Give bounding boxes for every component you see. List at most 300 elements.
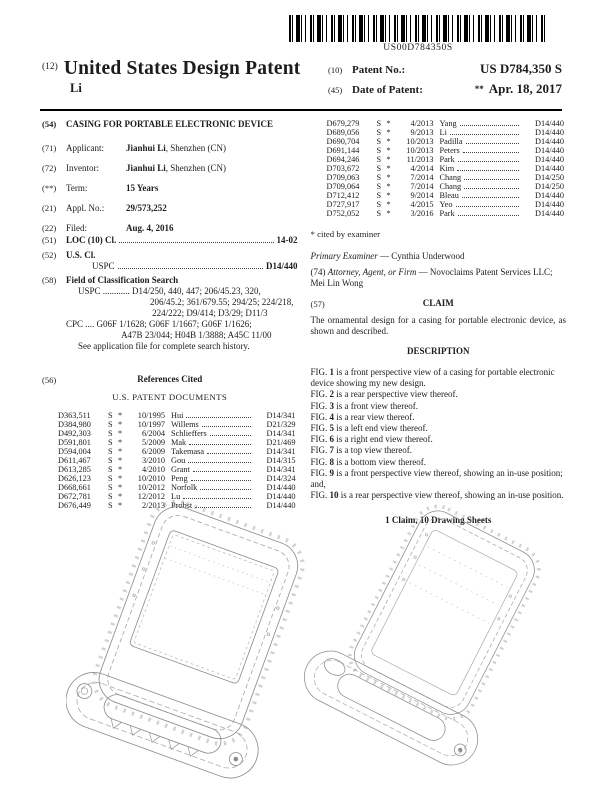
references-cited-heading [42, 374, 298, 385]
ref-kind-code: S [108, 492, 113, 501]
patent-number-row [328, 62, 562, 77]
ref-patent-number: D709,063 [326, 173, 360, 182]
fig-description-text: is a front perspective view of a casing for portable electronic device showing my new design. [310, 367, 555, 389]
ref-name-cell [171, 447, 254, 456]
ref-patent-number: D689,056 [326, 128, 360, 137]
cited-by-examiner-note: * cited by examiner [310, 229, 381, 239]
ref-examiner-star: * [118, 429, 123, 438]
ref-classification: D14/440 [266, 483, 296, 492]
ref-kind-code: S [376, 209, 382, 218]
ref-examiner-star: * [386, 182, 391, 191]
fig-prefix: FIG. [310, 445, 328, 456]
uscl-field-code: (52) [42, 250, 57, 260]
reference-row [327, 182, 565, 191]
ref-classification: D14/440 [534, 164, 564, 173]
dot-leader [458, 215, 519, 216]
ref-inventor-name: Mak [171, 438, 187, 447]
figure-description-line [311, 457, 567, 468]
attorney-field-code: (74) [310, 267, 326, 277]
ref-date: 4/2010 [141, 465, 165, 474]
ref-classification: D14/250 [534, 182, 564, 191]
us-class-block [66, 250, 298, 272]
ref-name-cell [171, 456, 254, 465]
fos-cpc-line-2: A47B 23/044; H04B 1/3888; A45C 11/00 [121, 330, 272, 340]
dot-leader [466, 143, 519, 144]
ref-kind-code: S [376, 182, 382, 191]
examiner-separator: — [380, 251, 389, 261]
ref-inventor-name: Takemasa [171, 447, 205, 456]
ref-date: 4/2013 [410, 119, 434, 128]
rear-perspective-figure [302, 496, 552, 776]
reference-row [58, 456, 296, 465]
reference-row [327, 137, 565, 146]
filed-row [42, 223, 298, 234]
appl-field-code: (21) [42, 203, 57, 213]
ref-date: 10/1997 [137, 420, 165, 429]
figure-description-line [311, 401, 567, 412]
dot-leader [118, 268, 263, 269]
ref-classification: D14/440 [534, 137, 564, 146]
ref-patent-number: D591,801 [58, 438, 91, 447]
dot-leader [450, 134, 519, 135]
ref-patent-number: D613,285 [58, 465, 91, 474]
ref-inventor-name: Peng [171, 474, 188, 483]
ref-patent-number: D384,980 [58, 420, 91, 429]
references-list-right [311, 119, 567, 218]
ref-examiner-star: * [386, 191, 391, 200]
figure-description-line [311, 412, 567, 423]
ref-classification: D21/329 [266, 420, 296, 429]
ref-kind-code: S [108, 483, 113, 492]
title-field-code: (54) [42, 119, 57, 129]
ref-date: 3/2010 [141, 456, 165, 465]
ref-inventor-name: Yang [439, 119, 457, 128]
ref-examiner-star: * [118, 501, 123, 510]
ref-name-cell [440, 164, 523, 173]
ref-patent-number: D691,144 [326, 146, 360, 155]
patent-date-value [475, 82, 562, 96]
dot-leader [460, 125, 519, 126]
ref-inventor-name: Bleau [439, 191, 459, 200]
primary-examiner-label: Primary Examiner [310, 251, 378, 261]
ref-patent-number: D668,661 [58, 483, 91, 492]
ref-classification: D14/440 [534, 209, 564, 218]
ref-examiner-star: * [386, 128, 391, 137]
figure-description-line [311, 434, 567, 445]
ref-kind-code: S [108, 411, 113, 420]
reference-row [58, 438, 296, 447]
dot-leader [210, 435, 251, 436]
ref-inventor-name: Willems [171, 420, 199, 429]
ref-name-cell [440, 191, 523, 200]
patent-date-code: (45) [328, 85, 343, 95]
fos-uspc-line-1: USPC ............ D14/250, 440, 447; 206/45.23, 320, [78, 286, 261, 296]
figure-description-line [311, 367, 567, 389]
dot-leader [186, 417, 250, 418]
patent-date-row [328, 82, 562, 97]
ref-patent-number: D712,412 [326, 191, 360, 200]
ref-kind-code: S [376, 191, 382, 200]
ref-examiner-star: * [386, 209, 391, 218]
ref-inventor-name: Li [439, 128, 447, 137]
reference-row [327, 209, 565, 218]
dot-leader [464, 179, 519, 180]
patent-date-text: Apr. 18, 2017 [488, 81, 562, 96]
ref-name-cell [440, 200, 523, 209]
ref-classification: D14/440 [534, 146, 564, 155]
ref-name-cell [440, 146, 523, 155]
ref-kind-code: S [108, 429, 113, 438]
loc-class-row [42, 235, 298, 246]
ref-examiner-star: * [386, 155, 391, 164]
ref-patent-number: D709,064 [326, 182, 360, 191]
document-header [42, 58, 562, 102]
ref-inventor-name: Lu [171, 492, 181, 501]
fos-uspc-line-3: 224/222; D9/414; D3/29; D11/3 [152, 308, 268, 318]
invention-title-row [42, 119, 298, 130]
ref-kind-code: S [108, 447, 113, 456]
reference-row [327, 200, 565, 209]
fig-number: 10 [329, 490, 339, 501]
fig-prefix: FIG. [310, 411, 328, 422]
ref-patent-number: D626,123 [58, 474, 91, 483]
ref-examiner-star: * [118, 438, 123, 447]
references-cited-title: References Cited [137, 374, 203, 384]
dot-leader [193, 471, 251, 472]
inventor-field-code: (72) [42, 163, 57, 173]
fig-prefix: FIG. [310, 423, 328, 434]
ref-date: 4/2015 [410, 200, 434, 209]
ref-inventor-name: Schlieffers [171, 429, 207, 438]
reference-row [327, 128, 565, 137]
right-column [311, 119, 567, 526]
ref-inventor-name: Hui [171, 411, 184, 420]
fig-prefix: FIG. [310, 456, 328, 467]
fos-cpc-line-1: CPC .... G06F 1/1628; G06F 1/1667; G06F 1/1626; [66, 319, 252, 329]
ref-inventor-name: Park [439, 209, 455, 218]
inventor-value [126, 163, 298, 174]
uspc-label: USPC [92, 261, 115, 271]
appl-label: Appl. No.: [66, 203, 105, 213]
reference-row [327, 173, 565, 182]
ref-patent-number: D611,467 [58, 456, 91, 465]
ref-patent-number: D752,052 [326, 209, 360, 218]
fos-note: See application file for complete search history. [78, 341, 250, 351]
ref-name-cell [440, 173, 523, 182]
ref-patent-number: D363,511 [58, 411, 91, 420]
ref-patent-number: D690,704 [326, 137, 360, 146]
ref-kind-code: S [376, 155, 382, 164]
document-title: United States Design Patent [63, 58, 301, 79]
ref-name-cell [171, 411, 254, 420]
fig-description-text: is a front view thereof. [336, 400, 418, 411]
ref-kind-code: S [376, 164, 382, 173]
term-label: Term: [66, 183, 88, 193]
ref-kind-code: S [376, 137, 382, 146]
ref-date: 2/2013 [141, 501, 165, 510]
patent-number-label: Patent No.: [352, 64, 406, 76]
refs-field-code: (56) [42, 375, 57, 385]
reference-row [327, 155, 565, 164]
dot-leader [457, 170, 519, 171]
dot-leader [462, 197, 519, 198]
ref-patent-number: D594,004 [58, 447, 91, 456]
dot-leader [202, 426, 251, 427]
ref-classification: D14/341 [266, 429, 296, 438]
claim-field-code: (57) [310, 299, 325, 309]
reference-row [327, 146, 565, 155]
ref-date: 6/2004 [141, 429, 165, 438]
reference-row [327, 164, 565, 173]
barcode-number: US00D784350S [383, 43, 453, 53]
ref-examiner-star: * [118, 420, 123, 429]
dot-leader [189, 444, 250, 445]
ref-examiner-star: * [118, 474, 123, 483]
barcode-block [289, 15, 547, 53]
ref-inventor-name: Chang [439, 182, 462, 191]
ref-classification: D14/341 [266, 411, 296, 420]
ref-patent-number: D492,303 [58, 429, 91, 438]
ref-inventor-name: Yeo [439, 200, 453, 209]
ref-date: 10/2013 [406, 137, 434, 146]
reference-row [58, 411, 296, 420]
loc-class-line [66, 235, 298, 246]
ref-examiner-star: * [118, 456, 123, 465]
ref-patent-number: D679,279 [326, 119, 360, 128]
ref-kind-code: S [108, 420, 113, 429]
ref-name-cell [440, 209, 523, 218]
document-title-line [42, 58, 301, 80]
ref-examiner-star: * [118, 411, 123, 420]
fig-number: 1 [329, 367, 335, 377]
term-value: 15 Years [126, 183, 159, 193]
uspc-value: D14/440 [266, 261, 298, 271]
ref-kind-code: S [376, 119, 382, 128]
term-field-code: (**) [42, 183, 57, 193]
reference-row [58, 420, 296, 429]
ref-classification: D14/341 [266, 447, 296, 456]
ref-date: 3/2016 [410, 209, 434, 218]
fig-description-text: is a rear perspective view thereof, showing an in-use position. [340, 490, 564, 501]
ref-name-cell [171, 420, 254, 429]
figure-description-line [311, 423, 567, 434]
header-divider [40, 109, 562, 111]
header-left [42, 58, 301, 102]
ref-date: 12/2012 [137, 492, 165, 501]
inventor-name: Jianhui Li [126, 163, 166, 173]
ref-examiner-star: * [386, 164, 391, 173]
ref-kind-code: S [108, 501, 113, 510]
patent-date-label: Date of Patent: [352, 84, 423, 96]
ref-inventor-name: Park [439, 155, 455, 164]
ref-classification: D14/440 [266, 492, 296, 501]
ref-kind-code: S [108, 438, 113, 447]
ref-classification: D14/324 [266, 474, 296, 483]
figure-description-line [311, 445, 567, 456]
inventor-label: Inventor: [66, 163, 99, 173]
fos-field-code: (58) [42, 275, 57, 285]
ref-kind-code: S [108, 474, 113, 483]
fig-description-text: is a left end view thereof. [336, 423, 428, 434]
dot-leader [463, 152, 519, 153]
fig-description-text: is a bottom view thereof. [336, 456, 426, 467]
ref-patent-number: D672,781 [58, 492, 91, 501]
reference-row [327, 119, 565, 128]
applicant-row [42, 143, 298, 154]
ref-examiner-star: * [386, 119, 391, 128]
fig-number: 2 [329, 389, 335, 400]
appl-value: 29/573,252 [126, 203, 167, 213]
dot-leader [207, 453, 250, 454]
ref-examiner-star: * [118, 483, 123, 492]
dot-leader [119, 242, 273, 243]
field-of-search-content [66, 275, 298, 352]
fos-label: Field of Classification Search [66, 275, 179, 285]
dot-leader [456, 206, 520, 207]
description-lines [311, 367, 567, 501]
front-perspective-figure [66, 490, 324, 794]
filed-value: Aug. 4, 2016 [126, 223, 174, 233]
ref-kind-code: S [376, 200, 382, 209]
applicant-value [126, 143, 298, 154]
ref-classification: D14/440 [534, 200, 564, 209]
ref-classification: D21/469 [266, 438, 296, 447]
ref-date: 10/2013 [406, 146, 434, 155]
ref-examiner-star: * [386, 137, 391, 146]
ref-name-cell [171, 438, 254, 447]
fos-uspc-line-2: 206/45.2; 361/679.55; 294/25; 224/218, [149, 297, 294, 307]
kind-code: (12) [42, 62, 58, 72]
ref-date: 4/2014 [410, 164, 434, 173]
fig-prefix: FIG. [310, 467, 328, 478]
ref-inventor-name: Norfolk [171, 483, 198, 492]
left-column [42, 119, 298, 526]
description-heading: DESCRIPTION [406, 346, 470, 356]
inventor-location: , Shenzhen (CN) [165, 163, 227, 173]
bibliographic-columns [42, 119, 566, 526]
fig-prefix: FIG. [310, 400, 328, 411]
fig-description-text: is a top view thereof. [336, 445, 412, 456]
header-right [328, 58, 562, 102]
ref-classification: D14/250 [534, 173, 564, 182]
invention-title: CASING FOR PORTABLE ELECTRONIC DEVICE [66, 119, 274, 129]
applicant-label: Applicant: [66, 143, 104, 153]
uspc-line [66, 261, 298, 272]
ref-kind-code: S [376, 128, 382, 137]
fig-number: 9 [329, 467, 335, 478]
filed-label: Filed: [66, 223, 88, 233]
claim-heading [311, 298, 567, 309]
field-of-search-block [42, 275, 298, 352]
loc-label: LOC (10) Cl. [66, 235, 117, 245]
ref-kind-code: S [376, 173, 382, 182]
ref-patent-number: D694,246 [326, 155, 360, 164]
ref-inventor-name: Peters [439, 146, 460, 155]
claims-sheets-summary: 1 Claim, 10 Drawing Sheets [385, 515, 492, 526]
figure-description-line [311, 389, 567, 400]
applicant-name: Jianhui Li [126, 143, 166, 153]
primary-examiner-line [311, 251, 567, 262]
ref-classification: D14/440 [266, 501, 296, 510]
ref-name-cell [440, 137, 523, 146]
ref-inventor-name: Probst [171, 501, 193, 510]
loc-value: 14-02 [276, 235, 298, 245]
loc-field-code: (51) [42, 235, 57, 245]
ref-name-cell [440, 119, 523, 128]
ref-date: 10/1995 [137, 411, 165, 420]
ref-examiner-star: * [386, 200, 391, 209]
fig-prefix: FIG. [310, 367, 328, 377]
claim-text: The ornamental design for a casing for portable electronic device, as shown and described. [310, 315, 566, 336]
us-patent-documents-subtitle: U.S. PATENT DOCUMENTS [112, 392, 228, 402]
ref-patent-number: D676,449 [58, 501, 91, 510]
ref-date: 6/2009 [141, 447, 165, 456]
ref-date: 5/2009 [141, 438, 165, 447]
dot-leader [464, 188, 519, 189]
ref-patent-number: D703,672 [326, 164, 360, 173]
applicant-field-code: (71) [42, 143, 57, 153]
fig-prefix: FIG. [310, 490, 328, 501]
uscl-label: U.S. Cl. [66, 250, 96, 260]
us-class-row [42, 250, 298, 272]
reference-row [58, 474, 296, 483]
inventor-row [42, 163, 298, 174]
dot-leader [458, 161, 519, 162]
ref-classification: D14/341 [266, 465, 296, 474]
application-number-row [42, 203, 298, 214]
ref-name-cell [171, 465, 254, 474]
ref-inventor-name: Chang [439, 173, 462, 182]
dot-leader [188, 462, 250, 463]
ref-inventor-name: Grant [171, 465, 190, 474]
ref-name-cell [440, 182, 523, 191]
ref-kind-code: S [108, 456, 113, 465]
ref-date: 9/2014 [410, 191, 434, 200]
ref-date: 11/2013 [406, 155, 434, 164]
attorney-label: Attorney, Agent, or Firm [327, 267, 417, 277]
ref-examiner-star: * [118, 465, 123, 474]
fig-description-text: is a rear view thereof. [336, 411, 415, 422]
filed-field-code: (22) [42, 223, 57, 233]
ref-inventor-name: Padilla [439, 137, 463, 146]
fig-prefix: FIG. [310, 389, 328, 400]
ref-examiner-star: * [118, 447, 123, 456]
ref-classification: D14/440 [534, 191, 564, 200]
ref-classification: D14/440 [534, 128, 564, 137]
ref-examiner-star: * [118, 492, 123, 501]
ref-kind-code: S [376, 146, 382, 155]
claim-title: CLAIM [422, 298, 454, 308]
attorney-name: Novoclaims Patent Services LLC; Mei Lin Wong [310, 267, 553, 288]
fig-description-text: is a front perspective view thereof, showing an in-use position; and, [310, 467, 563, 490]
fig-prefix: FIG. [310, 434, 328, 445]
fig-number: 8 [329, 456, 335, 467]
reference-row [58, 429, 296, 438]
barcode-image [289, 15, 547, 42]
fig-number: 5 [329, 423, 335, 434]
patent-number-value: US D784,350 S [480, 61, 562, 76]
ref-date: 9/2013 [410, 128, 434, 137]
attorney-line [311, 267, 567, 289]
ref-name-cell [171, 429, 254, 438]
fig-number: 3 [329, 400, 335, 411]
attorney-separator: — [418, 267, 428, 277]
applicant-location: , Shenzhen (CN) [165, 143, 227, 153]
ref-name-cell [440, 128, 523, 137]
ref-name-cell [440, 155, 523, 164]
fig-description-text: is a right end view thereof. [336, 434, 433, 445]
fig-description-text: is a rear perspective view thereof. [336, 389, 458, 400]
